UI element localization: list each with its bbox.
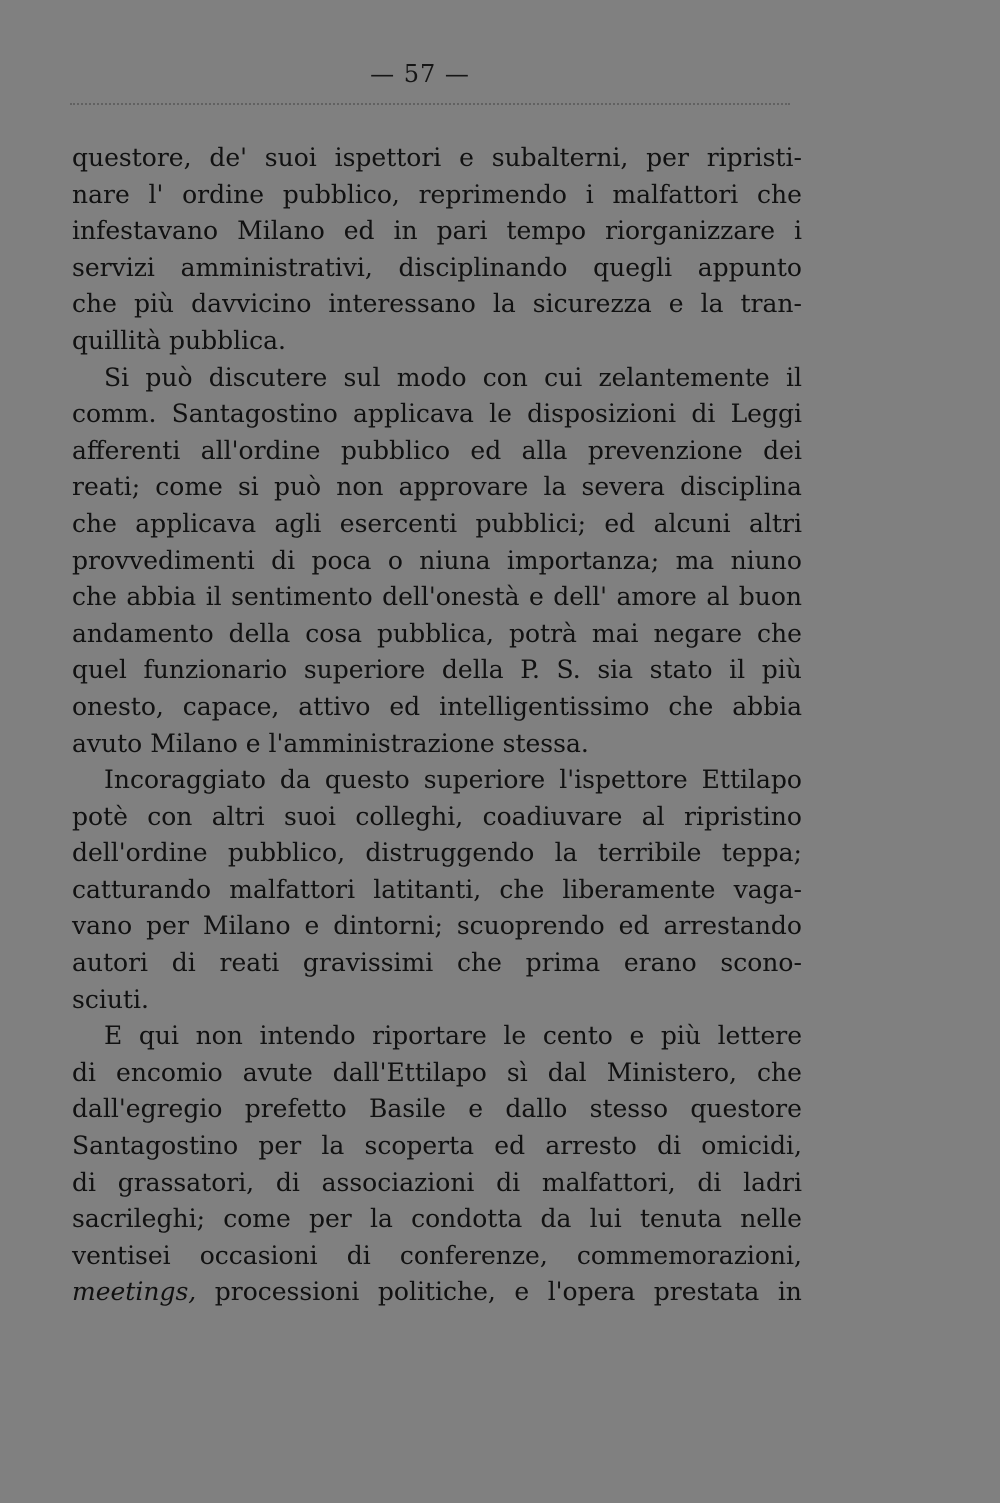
text-line: di encomio avute dall'Ettilapo sì dal Ministero, che [72, 1057, 802, 1087]
text-line: sciuti. [72, 984, 149, 1014]
header-rule [70, 103, 790, 105]
text-line: questore, de' suoi ispettori e subalterni, per ripristi- [72, 143, 802, 172]
text-line: E qui non intendo riportare le cento e più lettere [104, 1021, 802, 1051]
text-line: avuto Milano e l'amministrazione stessa. [72, 728, 589, 758]
text-line: sacrileghi; come per la condotta da lui tenuta nelle [72, 1204, 802, 1234]
text-line: dell'ordine pubblico, distruggendo la terribile teppa; [72, 838, 802, 868]
text-line: reati; come si può non approvare la severa disciplina [72, 472, 802, 502]
text-line: meetings, processioni politiche, e l'opera prestata in [72, 1277, 802, 1307]
text-line: potè con altri suoi colleghi, coadiuvare al ripristino [72, 801, 802, 831]
text-line: afferenti all'ordine pubblico ed alla prevenzione dei [72, 435, 802, 465]
page-number: — 57 — [370, 60, 470, 88]
text-line: quillità pubblica. [72, 325, 286, 355]
text-line: andamento della cosa pubblica, potrà mai negare che [72, 618, 802, 648]
text-line: ventisei occasioni di conferenze, commemorazioni, [72, 1240, 802, 1270]
text-line: dall'egregio prefetto Basile e dallo stesso questore [72, 1094, 802, 1124]
text-line: che più davvicino interessano la sicurezza e la tran- [72, 289, 802, 319]
text-line: provvedimenti di poca o niuna importanza; ma niuno [72, 545, 802, 575]
text-line: quel funzionario superiore della P. S. sia stato il più [72, 655, 802, 685]
text-line: vano per Milano e dintorni; scuoprendo ed arrestando [72, 911, 802, 941]
body-text [72, 140, 802, 1311]
text-line: comm. Santagostino applicava le disposizioni di Leggi [72, 399, 802, 429]
text-line: autori di reati gravissimi che prima erano scono- [72, 948, 802, 978]
text-line: nare l' ordine pubblico, reprimendo i malfattori che [72, 179, 802, 209]
text-line: infestavano Milano ed in pari tempo riorganizzare i [72, 216, 802, 246]
text-line: onesto, capace, attivo ed intelligentissimo che abbia [72, 691, 802, 721]
text-line: Incoraggiato da questo superiore l'ispettore Ettilapo [104, 765, 802, 795]
text-line: che applicava agli esercenti pubblici; ed alcuni altri [72, 508, 802, 538]
text-line: Santagostino per la scoperta ed arresto di omicidi, [72, 1131, 802, 1161]
text-line: che abbia il sentimento dell'onestà e dell' amore al buon [72, 582, 802, 612]
text-line: Si può discutere sul modo con cui zelantemente il [104, 362, 802, 392]
text-line: catturando malfattori latitanti, che liberamente vaga- [72, 874, 802, 904]
text-line: di grassatori, di associazioni di malfattori, di ladri [72, 1167, 802, 1197]
text-line: servizi amministrativi, disciplinando quegli appunto [72, 252, 802, 282]
